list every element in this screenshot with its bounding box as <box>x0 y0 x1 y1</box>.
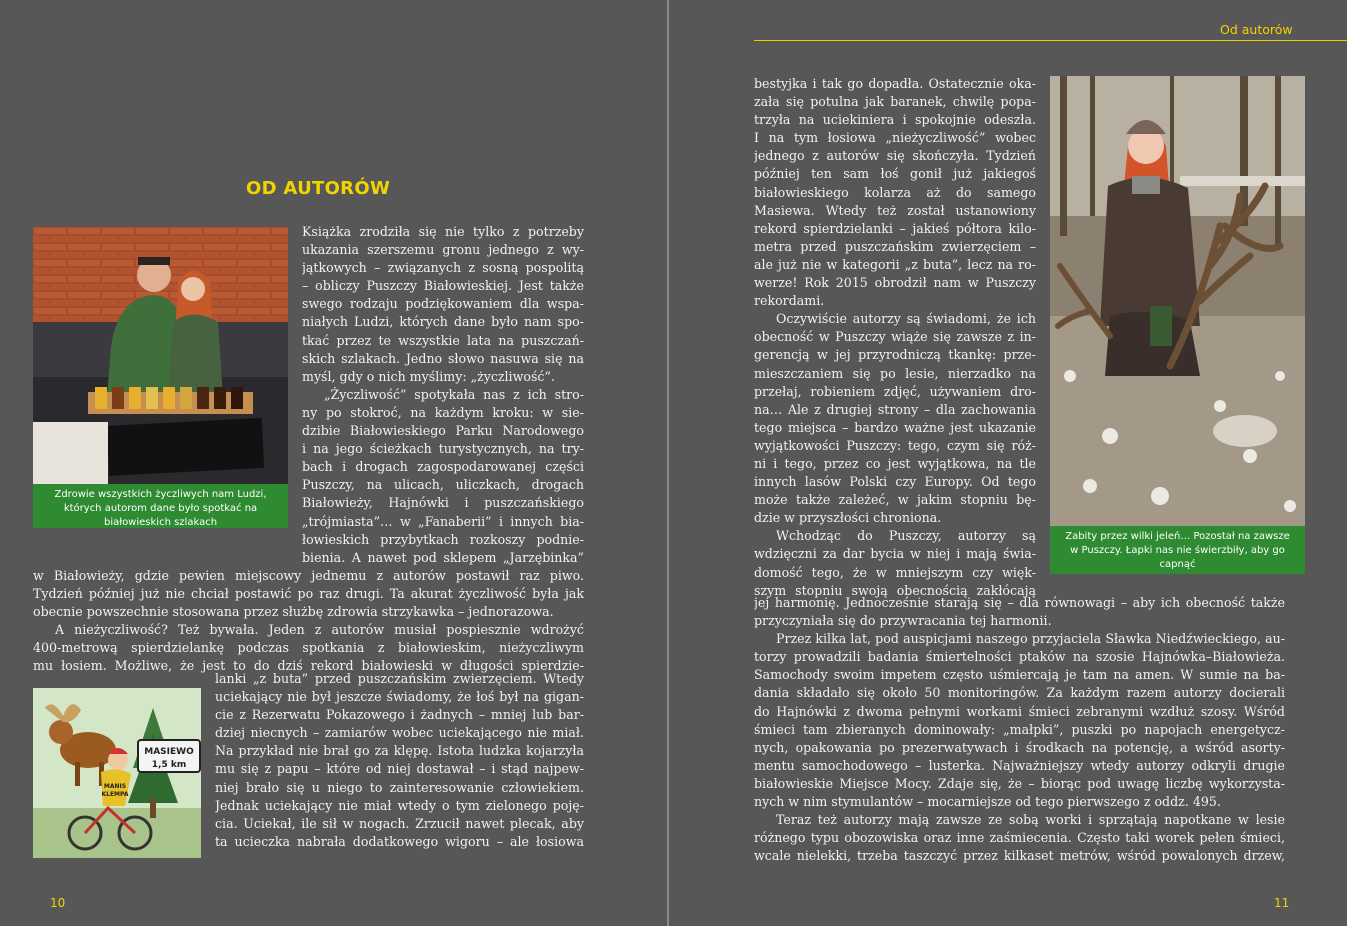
text-line: innych lasów Polski czy Europy. Od tego <box>754 474 1036 490</box>
text-line: A nieżyczliwość? Też bywała. Jeden z autorów musiał pospiesznie wdrożyć <box>55 622 584 638</box>
text-line: Na przykład nie brał go za klępę. Istota ludzka kojarzyła <box>215 743 584 759</box>
text-line: cia. Uciekał, ile sił w nogach. Zrzucił nawet plecak, aby <box>215 815 584 831</box>
text-line: mu łosiem. Możliwe, że jest to do dziś rekord białowieski w długości spierdzie- <box>33 658 584 674</box>
text-line: niej brało się u niego to zainteresowanie człowiekiem. <box>215 779 584 795</box>
text-line: obecność w Puszczy wiąże się zawsze z in- <box>754 329 1036 345</box>
text-line: Puszczy, na ulicach, uliczkach, drogach <box>302 477 584 493</box>
text-line: skich szlakach. Jedno słowo nasuwa się na <box>302 350 584 366</box>
running-head: Od autorów <box>1220 22 1293 37</box>
photo-caption-left: Zdrowie wszystkich życzliwych nam Ludzi, których autorom dane było spotkać na białowieskich szlakach <box>33 484 288 528</box>
text-line: zała się potulna jak baranek, chwilę popa- <box>754 94 1036 110</box>
text-line: dziej niecnych – zamiarów wobec uciekającego nie miał. <box>215 725 584 741</box>
text-line: gerencją w jej przyrodniczą tkankę: prze- <box>754 347 1036 363</box>
text-line: może także zależeć, w jakim stopniu bę- <box>754 492 1036 508</box>
text-line: bach i drogach zagospodarowanej części <box>302 459 584 475</box>
text-line: jątkowych – związanych z sosną pospolitą <box>302 260 584 276</box>
text-line: niałych Ludzi, których dane było nam spo- <box>302 314 584 330</box>
text-line: mu się z papu – które od niej dostawał – i stąd najpew- <box>215 761 584 777</box>
text-line: łowieskich przybytkach rozkoszy podnie- <box>302 531 584 547</box>
text-full-width-right <box>754 594 1285 865</box>
text-line: jednego z autorów się skończyła. Tydzień <box>754 148 1036 164</box>
text-line: myśl, gdy o nich myślimy: „życzliwość”. <box>302 368 555 384</box>
text-line: białowieskiego kolarza aż do samego <box>754 184 1036 200</box>
text-line: 400-metrową spierdzielankę podczas spotkania z białowieskim, nieżyczliwym <box>33 640 584 656</box>
text-line: rekordami. <box>754 293 825 309</box>
photo-caption-right: Zabity przez wilki jeleń… Pozostał na zawsze w Puszczy. Łapki nas nie świerzbiły, aby go capnąć <box>1050 526 1305 574</box>
right-page <box>669 0 1347 926</box>
text-line: dzie w przyszłości chroniona. <box>754 510 942 526</box>
text-line: bestyjka i tak go dopadła. Ostatecznie oka- <box>754 76 1036 91</box>
text-line: dania składało się około 50 monitoringów. Za każdym razem autorzy docierali <box>754 685 1285 701</box>
text-line: i na jego ścieżkach turystycznych, na try- <box>302 441 584 457</box>
text-line: Masiewa. Wtedy też został ustanowiony <box>754 202 1036 218</box>
text-line: Samochody swoim impetem często uśmiercają je tam na amen. W sumie na ba- <box>754 667 1285 683</box>
text-line: ni i tego, przez co jest wyjątkowa, na tle <box>754 455 1036 471</box>
text-line: jej harmonię. Jednocześnie starają się – dla równowagi – aby ich obecność także <box>754 595 1285 610</box>
text-line: trzyła na uciekiniera i spokojnie odeszła. <box>754 112 1036 128</box>
text-column-right <box>754 75 1036 600</box>
text-line: „Życzliwość” spotykała nas z ich stro- <box>324 386 584 402</box>
text-line: różnego typu obozowiska oraz inne zaśmiecenia. Często taki worek pełen śmieci, <box>754 830 1285 846</box>
text-line: – obliczy Puszczy Białowieskiej. Jest także <box>302 278 584 294</box>
text-line: wyjątkowości Puszczy: tego, czym się róż- <box>754 437 1036 453</box>
text-line: później ten sam łoś gonił już jakiegoś <box>754 166 1036 182</box>
sign-text-town: MASIEWO <box>144 747 194 757</box>
text-line: I na tym łosiowa „nieżyczliwość” wobec <box>754 130 1036 146</box>
text-line: obecnie powszechnie stosowana przez służbę zdrowia strzykawka – jednorazowa. <box>33 604 554 620</box>
text-line: torzy prowadzili badania śmiertelności ptaków na szosie Hajnówka–Białowieża. <box>754 649 1285 665</box>
text-line: ukazania szerszemu gronu jednego z wy- <box>302 242 584 258</box>
page-number-right: 11 <box>1274 896 1290 910</box>
text-line: domość tego, że w mniejszym czy więk- <box>754 564 1036 580</box>
sign-text-distance: 1,5 km <box>151 760 187 770</box>
text-line: Książka zrodziła się nie tylko z potrzeby <box>302 224 584 239</box>
text-line: nych w nim stymulantów – mocarniejsze od tego pierwszego z oddz. 495. <box>754 794 1221 810</box>
text-line: Przez kilka lat, pod auspicjami naszego przyjaciela Sławka Niedźwieckiego, au- <box>776 631 1285 647</box>
text-line: śmieci tam zbieranych dominowały: „małpki”, puszki po napojach energetycz- <box>754 721 1285 737</box>
header-rule <box>754 40 1347 41</box>
text-line: szym stopniu swoją obecnością zakłócają <box>754 582 1036 598</box>
text-line: tkać przez te wszystkie lata na puszczań- <box>302 332 584 348</box>
text-line: mentu samochodowego – lusterka. Najważniejszy wtedy autorzy odkryli drugie <box>754 757 1285 773</box>
left-page <box>0 0 667 926</box>
text-line: Oczywiście autorzy są świadomi, że ich <box>776 311 1036 327</box>
shirt-text-2: KLEMPA <box>101 791 129 798</box>
text-column-intro <box>302 223 584 567</box>
text-line: Wchodząc do Puszczy, autorzy są <box>776 528 1036 544</box>
chapter-heading: OD AUTORÓW <box>246 178 391 199</box>
text-line: cie z Rezerwatu Pokazowego i żadnych – mniej lub bar- <box>215 707 584 723</box>
text-line: mieszczaniem się po lesie, nierzadko na <box>754 365 1036 381</box>
text-line: werze! Rok 2015 obrodził nam w Puszczy <box>754 275 1036 291</box>
text-line: przełaj, robieniem zdjęć, używaniem dro- <box>754 383 1036 399</box>
text-line: białowieskie Miejsce Mocy. Zdaje się, że – biorąc pod uwagę liczbę wykorzysta- <box>754 775 1285 791</box>
text-line: Białowieży, Hajnówki i puszczańskiego <box>302 495 584 511</box>
text-line: rekord spierdzielanki – jakieś półtora kilo- <box>754 220 1036 236</box>
text-line: Jednak uciekający nie miał wtedy o tym zielonego poję- <box>215 797 584 813</box>
text-line: Tydzień później już nie chciał postawić po raz drugi. Ta akurat życzliwość była jak <box>33 586 584 602</box>
text-line: „trójmiasta”… w „Fanaberii” i innych bia- <box>302 513 584 529</box>
shirt-text-1: MANIS <box>103 783 127 790</box>
text-line: Teraz też autorzy mają zawsze ze sobą worki i sprzątają napotkane w lesie <box>776 812 1285 828</box>
text-line: ale już nie w kategorii „z buta”, lecz na ro- <box>754 256 1036 272</box>
text-line: metra przed puszczańskim zwierzęciem – <box>754 238 1036 254</box>
text-line: ny po stokroć, na każdym kroku: w sie- <box>302 404 584 420</box>
text-line: ta ucieczka nabrała dodatkowego wigoru – ale łosiowa <box>215 833 584 849</box>
text-line: na… Ale z drugiej strony – dla zachowania <box>754 401 1036 417</box>
photo-authors-with-beer <box>33 227 288 484</box>
text-line: swego rodzaju podziękowaniem dla wspa- <box>302 296 584 312</box>
text-line: wcale nielekki, trzeba taszczyć przez kilkaset metrów, wśród powalonych drzew, <box>754 848 1285 864</box>
text-line: przyczyniała się do przywracania tej harmonii. <box>754 613 1052 629</box>
page-number-left: 10 <box>50 896 66 910</box>
text-line: bienia. A nawet pod sklepem „Jarzębinka” <box>302 549 584 565</box>
text-line: uciekający nie był jeszcze świadomy, że łoś był na gigan- <box>215 689 584 705</box>
text-line: wdzięczni za dar bycia w niej i mają świa- <box>754 546 1036 562</box>
text-line: lanki „z buta” przed puszczańskim zwierzęciem. Wtedy <box>215 671 584 686</box>
text-line: w Białowieży, gdzie pewien miejscowy jednemu z autorów postawił raz piwo. <box>33 568 584 583</box>
text-line: do Hajnówki z dwoma pełnymi workami śmieci zebranymi wzdłuż szosy. Wśród <box>754 703 1285 719</box>
text-line: tego miejsca – bardzo ważne jest ukazanie <box>754 419 1036 435</box>
text-full-width-left <box>33 567 584 676</box>
text-line: nych, opakowania po prezerwatywach i środkach na potencję, a wśród asorty- <box>754 739 1285 755</box>
text-column-moose <box>215 670 584 851</box>
photo-woman-with-antlers <box>1050 76 1305 526</box>
illustration-moose-cyclist <box>33 688 201 858</box>
text-line: dzibie Białowieskiego Parku Narodowego <box>302 423 584 439</box>
